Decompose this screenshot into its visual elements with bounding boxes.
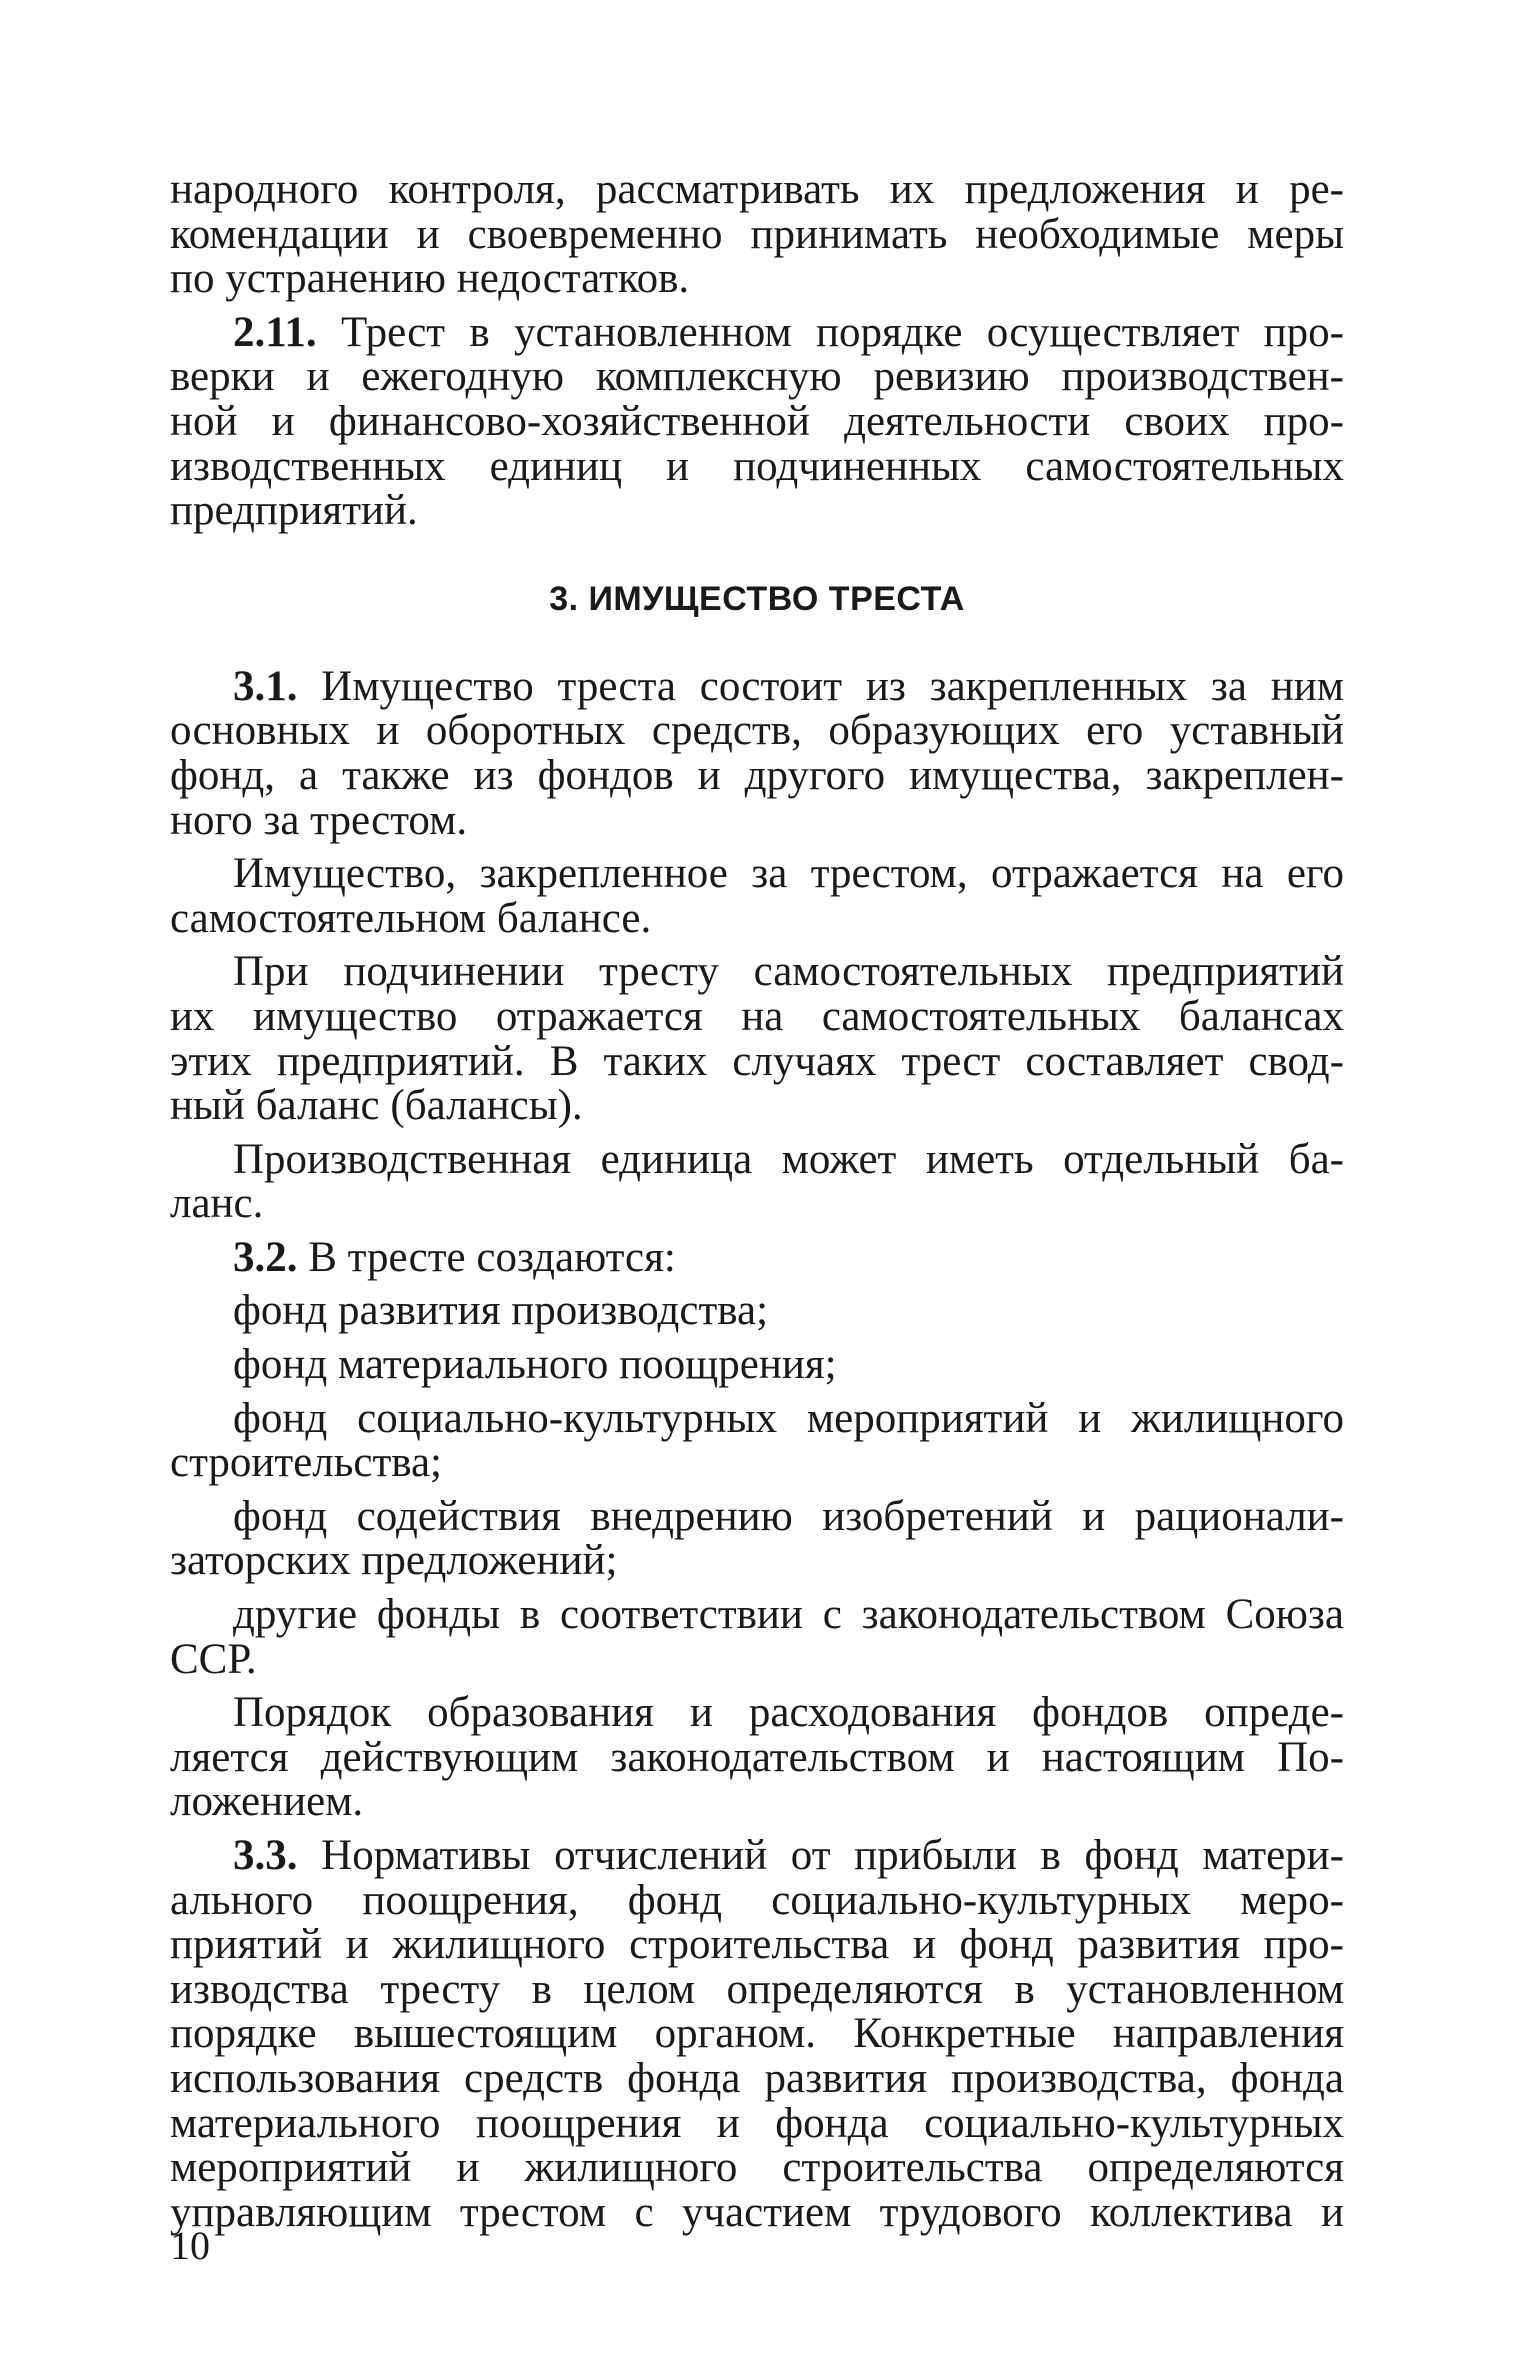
paragraph-subordination [170,950,1344,1128]
text-line: управляющим трестом с участием трудового коллектива и [170,2188,1344,2236]
fund-item [170,1593,1344,1682]
text-line: ложением. [170,1778,364,1826]
text-line: изводственных единиц и подчиненных самостоятельных [170,442,1344,490]
text-line: приятий и жилищного строительства и фонд развития про- [170,1921,1344,1969]
clause-text: В тресте создаются: [308,1233,676,1281]
clause-number: 3.1. [233,662,298,710]
text-line: При подчинении тресту самостоятельных предприятий [233,948,1344,996]
text-line: ной и финансово-хозяйственной деятельности своих про- [170,397,1344,445]
clause-number: 3.2. [233,1233,298,1281]
text-line: фонд, а также из фондов и другого имущества, закреплен- [170,751,1344,799]
fund-item [170,1343,1344,1388]
text-line: другие фонды в соответствии с законодательством Союза [233,1591,1344,1639]
paragraph-3-1 [170,662,1345,844]
text-line: их имущество отражается на самостоятельных балансах [170,992,1344,1040]
text-line: предприятий. [170,487,418,535]
text-line: фонд социально-культурных мероприятий и жилищного [233,1394,1344,1442]
text-line [170,1233,1344,1281]
text-line: комендации и своевременно принимать необходимые меры [170,210,1344,258]
text-line: изводства тресту в целом определяются в установленном [170,1965,1344,2013]
clause-text: Трест в установленном порядке осуществляет про- [340,308,1345,356]
text-line: народного контроля, рассматривать их предложения и ре- [170,166,1344,213]
text-line: мероприятий и жилищного строительства определяются [170,2144,1344,2192]
text-line: ного за трестом. [170,796,468,844]
paragraph-2-11 [170,308,1345,535]
paragraph-3-2 [170,1233,1344,1281]
paragraph-intro [170,168,1344,302]
text-line: фонд развития производства; [233,1287,769,1335]
paragraph-unit [170,1135,1344,1228]
text-line: ССР. [170,1635,257,1683]
text-line: ланс. [170,1180,264,1228]
text-line: этих предприятий. В таких случаях трест составляет свод- [170,1037,1344,1085]
text-line [170,1834,1344,1879]
text-line: ный баланс (балансы). [170,1082,583,1130]
document-page [170,168,1344,2235]
text-line: строительства; [170,1439,443,1487]
clause-text: Нормативы отчислений от прибыли в фонд матери- [321,1832,1344,1879]
fund-item [170,1492,1344,1585]
text-line: материального поощрения и фонда социально-культурных [170,2099,1344,2147]
text-line: Производственная единица может иметь отдельный ба- [233,1135,1344,1183]
fund-item [170,1394,1344,1487]
text-line: ального поощрения, фонд социально-культурных меро- [170,1876,1344,1924]
text-line: заторских предложений; [170,1537,618,1585]
clause-number: 2.11. [233,308,317,356]
clause-number: 3.3. [233,1832,298,1879]
text-line: верки и ежегодную комплексную ревизию производствен- [170,353,1344,401]
paragraph-order [170,1691,1344,1825]
text-line: фонд материального поощрения; [233,1341,837,1389]
page-number: 10 [170,2223,210,2268]
paragraph-3-3 [170,1834,1344,2235]
fund-item [170,1289,1344,1334]
text-line: фонд содействия внедрению изобретений и рационали- [233,1492,1344,1540]
text-line: ляется действующим законодательством и настоящим По- [170,1733,1344,1781]
text-line: самостоятельном балансе. [170,894,652,942]
text-line: порядке вышестоящим органом. Конкретные направления [170,2010,1344,2058]
text-line: Имущество, закрепленное за трестом, отражается на его [233,850,1344,898]
paragraph-balance [170,852,1344,941]
text-line: Порядок образования и расходования фондов опреде- [233,1689,1344,1737]
clause-text: Имущество треста состоит из закрепленных за ним [321,662,1345,710]
text-line [170,308,1345,356]
text-line: по устранению недостатков. [170,255,690,303]
text-line [170,662,1345,710]
section-heading: 3. ИМУЩЕСТВО ТРЕСТА [549,579,965,618]
text-line: основных и оборотных средств, образующих его уставный [170,707,1344,755]
text-line: использования средств фонда развития производства, фонда [170,2054,1344,2102]
